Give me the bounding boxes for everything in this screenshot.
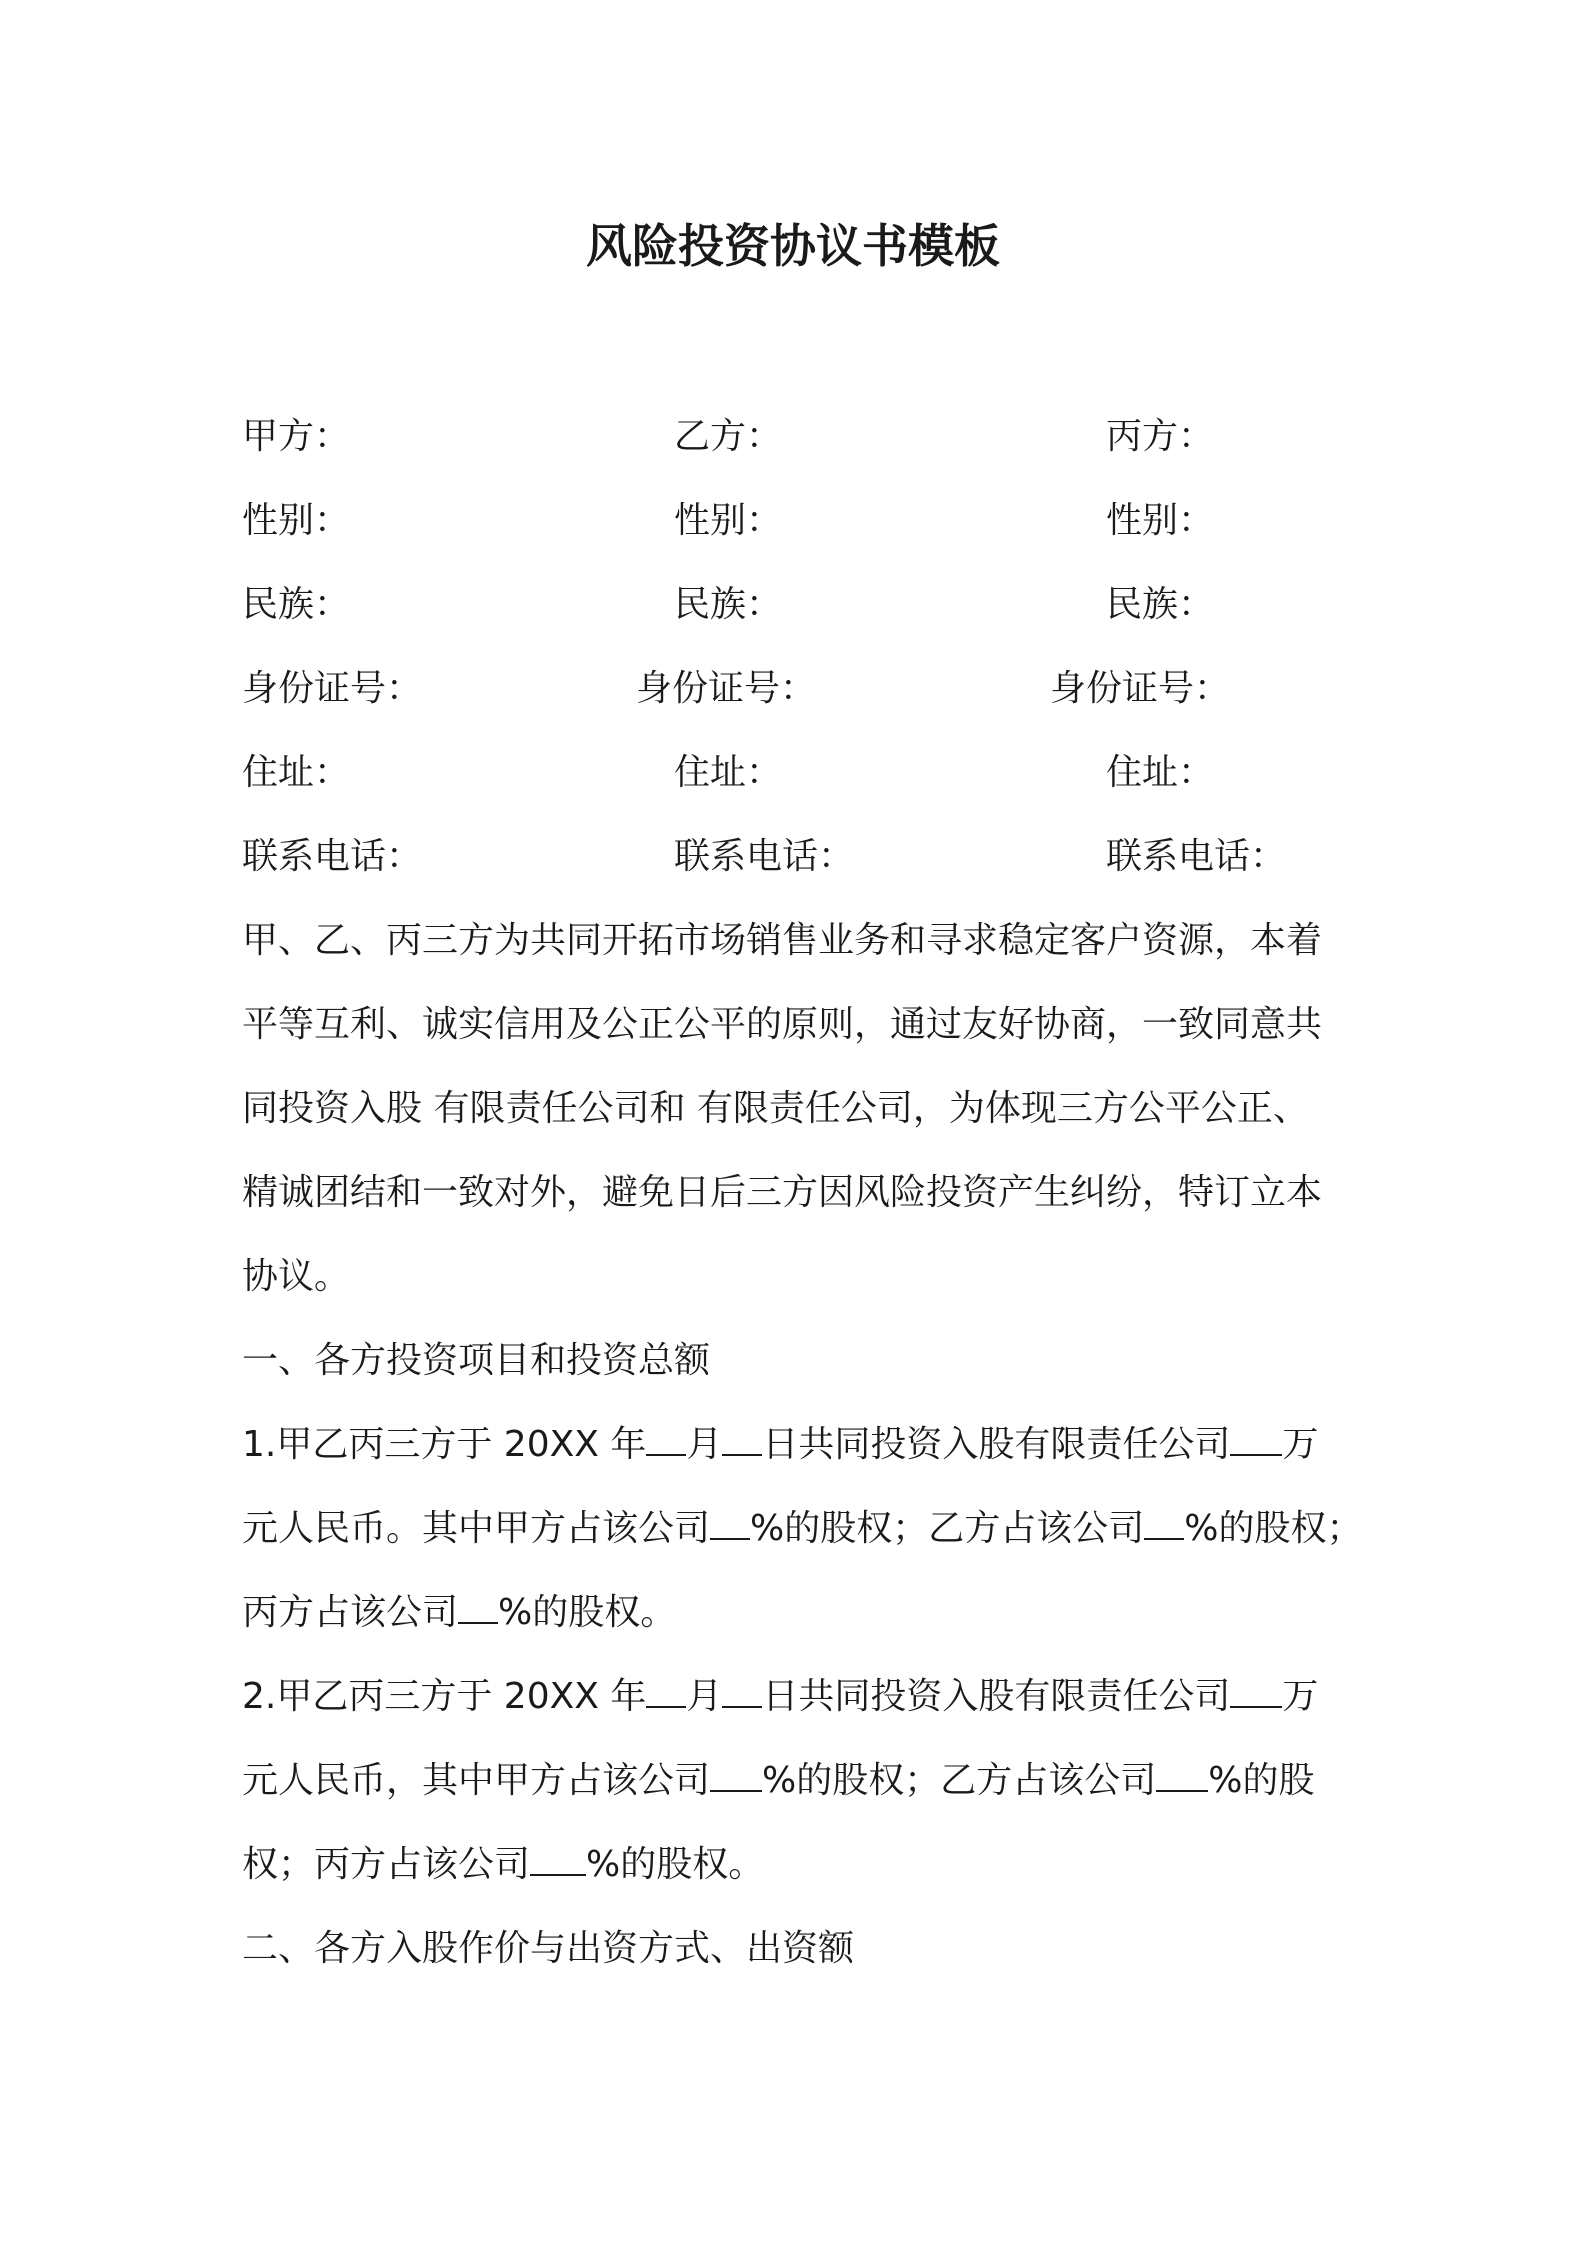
clause-1-text-h: 丙方占该公司 [242, 1592, 459, 1633]
clause-2-line-3 [242, 1840, 764, 1890]
clause-2-text-b: 月 [686, 1676, 723, 1717]
clause-2-text-a: 2.甲乙丙三方于 20XX 年 [242, 1676, 647, 1717]
amount-blank [1230, 1676, 1282, 1708]
intro-line-2: 平等互利、诚实信用及公正公平的原则，通过友好协商，一致同意共 [242, 1004, 1323, 1045]
clause-2-text-g: %的股 [1208, 1760, 1315, 1801]
section-2-heading: 二、各方入股作价与出资方式、出资额 [242, 1928, 855, 1969]
party-a-share-blank [710, 1508, 750, 1540]
clause-1-text-a: 1.甲乙丙三方于 20XX 年 [242, 1424, 647, 1465]
party-c-share-blank [458, 1592, 498, 1624]
party-a-address-label: 住址： [242, 752, 351, 793]
intro-line-4: 精诚团结和一致对外，避免日后三方因风险投资产生纠纷，特订立本 [242, 1172, 1323, 1213]
party-c-gender-label: 性别： [1106, 500, 1215, 541]
clause-1-text-g: %的股权； [1184, 1508, 1363, 1549]
clause-1-text-d: 万 [1282, 1424, 1319, 1465]
party-a-id-label: 身份证号： [242, 668, 423, 709]
party-c-name-label: 丙方： [1106, 416, 1215, 457]
clause-2-text-e: 元人民币，其中甲方占该公司 [242, 1760, 711, 1801]
clause-2-text-d: 万 [1282, 1676, 1319, 1717]
day-blank [722, 1424, 762, 1456]
clause-2-line-2 [242, 1756, 1314, 1806]
intro-line-3: 同投资入股 有限责任公司和 有限责任公司，为体现三方公平公正、 [242, 1088, 1309, 1129]
party-c-phone-label: 联系电话： [1106, 836, 1287, 877]
party-c-ethnicity-label: 民族： [1106, 584, 1215, 625]
party-b-address-label: 住址： [674, 752, 783, 793]
party-b-gender-label: 性别： [674, 500, 783, 541]
party-b-share-blank [1156, 1760, 1208, 1792]
intro-line-5: 协议。 [242, 1256, 351, 1297]
party-b-share-blank [1144, 1508, 1184, 1540]
amount-blank [1230, 1424, 1282, 1456]
clause-1-line-3 [242, 1588, 676, 1638]
clause-2-text-c: 日共同投资入股有限责任公司 [762, 1676, 1231, 1717]
section-1-heading: 一、各方投资项目和投资总额 [242, 1340, 711, 1381]
party-b-name-label: 乙方： [674, 416, 783, 457]
party-row-gender [0, 496, 1586, 546]
month-blank [646, 1676, 686, 1708]
party-a-ethnicity-label: 民族： [242, 584, 351, 625]
party-b-phone-label: 联系电话： [674, 836, 855, 877]
party-a-gender-label: 性别： [242, 500, 351, 541]
clause-1-text-f: %的股权；乙方占该公司 [750, 1508, 1145, 1549]
month-blank [646, 1424, 686, 1456]
party-c-id-label: 身份证号： [1050, 668, 1231, 709]
party-b-id-label: 身份证号： [636, 668, 817, 709]
clause-1-text-e: 元人民币。其中甲方占该公司 [242, 1508, 711, 1549]
clause-2-text-f: %的股权；乙方占该公司 [762, 1760, 1157, 1801]
party-c-share-blank [530, 1844, 586, 1876]
clause-1-text-c: 日共同投资入股有限责任公司 [762, 1424, 1231, 1465]
party-row-id-number [0, 664, 1586, 714]
clause-2-text-h: 权；丙方占该公司 [242, 1844, 531, 1885]
day-blank [722, 1676, 762, 1708]
party-row-name [0, 412, 1586, 462]
clause-1-line-2 [242, 1504, 1362, 1554]
clause-1-line-1 [242, 1420, 1318, 1470]
intro-line-1: 甲、乙、丙三方为共同开拓市场销售业务和寻求稳定客户资源，本着 [242, 920, 1323, 961]
party-a-name-label: 甲方： [242, 416, 351, 457]
clause-2-line-1 [242, 1672, 1318, 1722]
party-row-ethnicity [0, 580, 1586, 630]
document-title: 风险投资协议书模板 [586, 219, 1000, 273]
clause-2-text-i: %的股权。 [586, 1844, 765, 1885]
party-row-phone [0, 832, 1586, 882]
party-b-ethnicity-label: 民族： [674, 584, 783, 625]
party-row-address [0, 748, 1586, 798]
party-a-share-blank [710, 1760, 762, 1792]
party-a-phone-label: 联系电话： [242, 836, 423, 877]
clause-1-text-b: 月 [686, 1424, 723, 1465]
party-c-address-label: 住址： [1106, 752, 1215, 793]
clause-1-text-i: %的股权。 [498, 1592, 677, 1633]
